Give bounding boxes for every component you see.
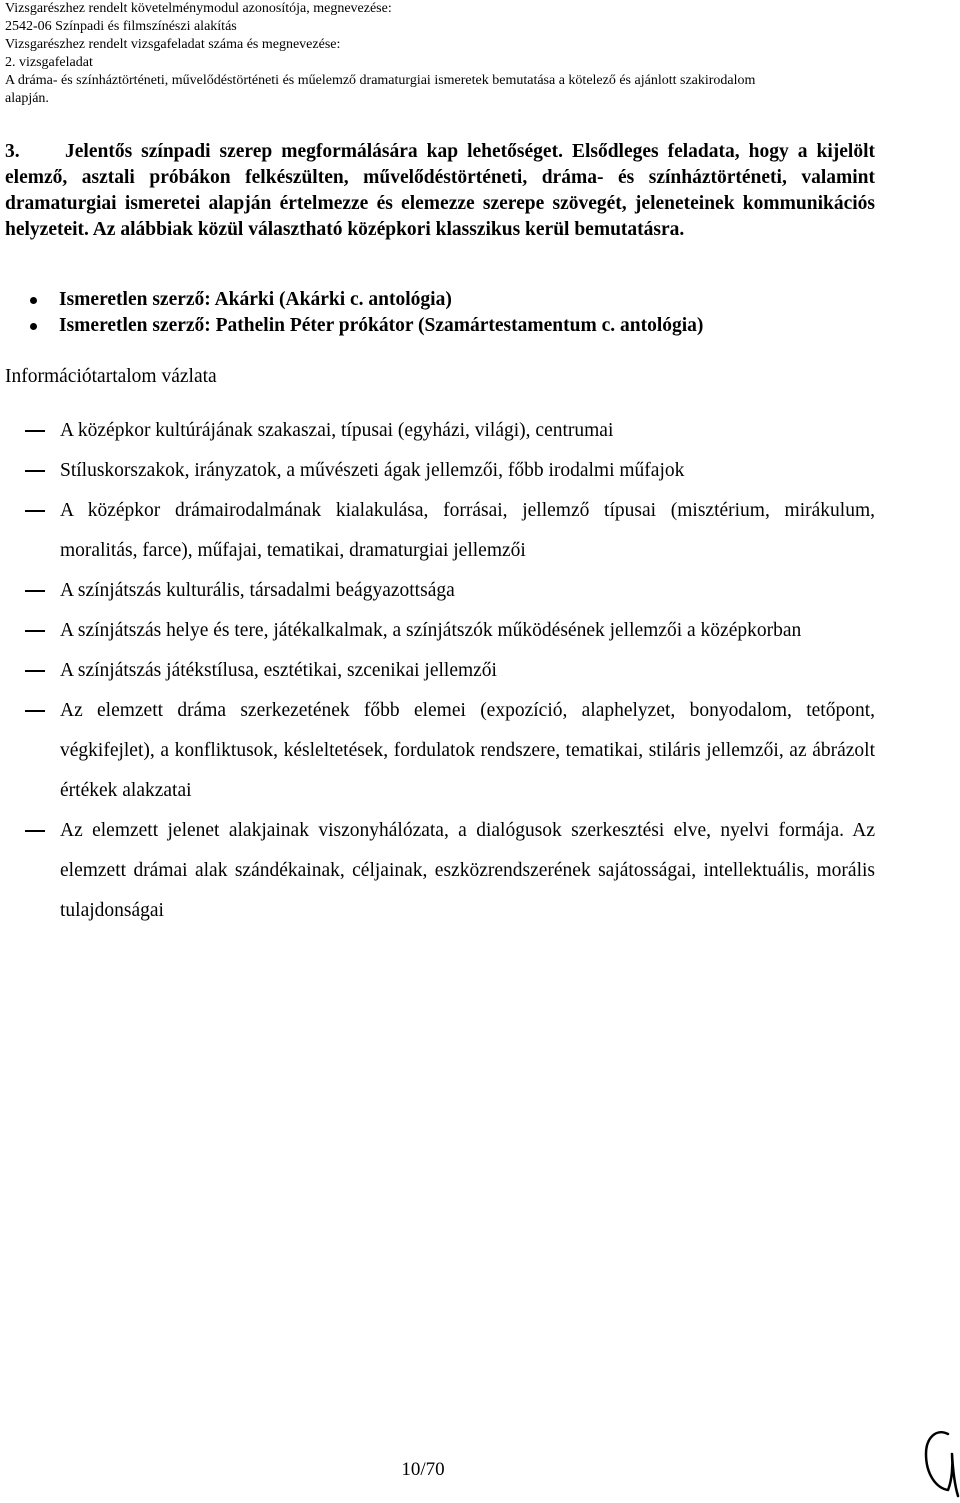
list-item [5, 651, 875, 691]
list-item [5, 691, 875, 811]
bullet-icon [30, 323, 37, 330]
dash-icon [25, 590, 45, 592]
dash-icon [25, 710, 45, 712]
header-line: 2542-06 Színpadi és filmszínészi alakítás [5, 19, 237, 34]
outline-heading: Információtartalom vázlata [5, 366, 217, 387]
outline-text: A középkor kultúrájának szakaszai, típusai (egyházi, világi), centrumai [60, 420, 614, 441]
dash-icon [25, 470, 45, 472]
works-list [30, 287, 910, 339]
outline-text: A középkor drámairodalmának kialakulása, forrásai, jellemző típusai (misztérium, mirákulum, moralitás, farce), műfajai, tematikai, dramaturgiai jellemzői [60, 500, 875, 561]
dash-icon [25, 830, 45, 832]
dash-icon [25, 430, 45, 432]
list-item [30, 287, 910, 313]
outline-text: A színjátszás játékstílusa, esztétikai, szcenikai jellemzői [60, 660, 497, 681]
list-item [5, 491, 875, 571]
outline-text: A színjátszás kulturális, társadalmi beágyazottsága [60, 580, 455, 601]
header-line: alapján. [5, 91, 49, 106]
list-item [5, 411, 875, 451]
signature-mark [918, 1424, 960, 1499]
bullet-icon [30, 297, 37, 304]
work-title: Ismeretlen szerző: Akárki (Akárki c. antológia) [59, 289, 452, 310]
outline-text: Az elemzett dráma szerkezetének főbb elemei (expozíció, alaphelyzet, bonyodalom, tetőpont, végkifejlet), a konfliktusok, késleltetések, fordulatok rendszere, tematikai, stiláris jellemzői, az ábrázolt értékek alakzatai [60, 700, 875, 801]
list-item [5, 611, 875, 651]
task-number: 3. [5, 141, 20, 162]
header-line: 2. vizsgafeladat [5, 55, 93, 70]
header-line: A dráma- és színháztörténeti, művelődéstörténeti és műelemző dramaturgiai ismeretek bemutatása a kötelező és ajánlott szakirodalom [5, 73, 756, 88]
dash-icon [25, 630, 45, 632]
task-text: Jelentős színpadi szerep megformálására kap lehetőséget. Elsődleges feladata, hogy a kijelölt elemző, asztali próbákon felkészülten, művelődéstörténeti, dráma- és színháztörténeti, valamint dramaturgiai ismeretei alapján értelmezze és elemezze szerepe szövegét, jeleneteinek kommunikációs helyzeteit. Az alábbiak közül választható középkori klasszikus kerül bemutatásra. [5, 141, 875, 240]
list-item [5, 451, 875, 491]
header-line: Vizsgarészhez rendelt vizsgafeladat száma és megnevezése: [5, 37, 341, 52]
dash-icon [25, 510, 45, 512]
outline-list [5, 411, 875, 931]
page-number: 10/70 [401, 1459, 445, 1480]
document-header [5, 0, 945, 108]
list-item [30, 313, 910, 339]
header-line: Vizsgarészhez rendelt követelménymodul azonosítója, megnevezése: [5, 1, 392, 16]
work-title: Ismeretlen szerző: Pathelin Péter prókátor (Szamártestamentum c. antológia) [59, 315, 704, 336]
outline-text: A színjátszás helye és tere, játékalkalmak, a színjátszók működésének jellemzői a középkorban [60, 620, 802, 641]
dash-icon [25, 670, 45, 672]
task-description [5, 139, 875, 243]
list-item [5, 571, 875, 611]
list-item [5, 811, 875, 931]
outline-text: Stíluskorszakok, irányzatok, a művészeti ágak jellemzői, főbb irodalmi műfajok [60, 460, 685, 481]
outline-text: Az elemzett jelenet alakjainak viszonyhálózata, a dialógusok szerkesztési elve, nyelvi formája. Az elemzett drámai alak szándékainak, céljainak, eszközrendszerének sajátosságai, intellektuális, morális tulajdonságai [60, 820, 875, 921]
